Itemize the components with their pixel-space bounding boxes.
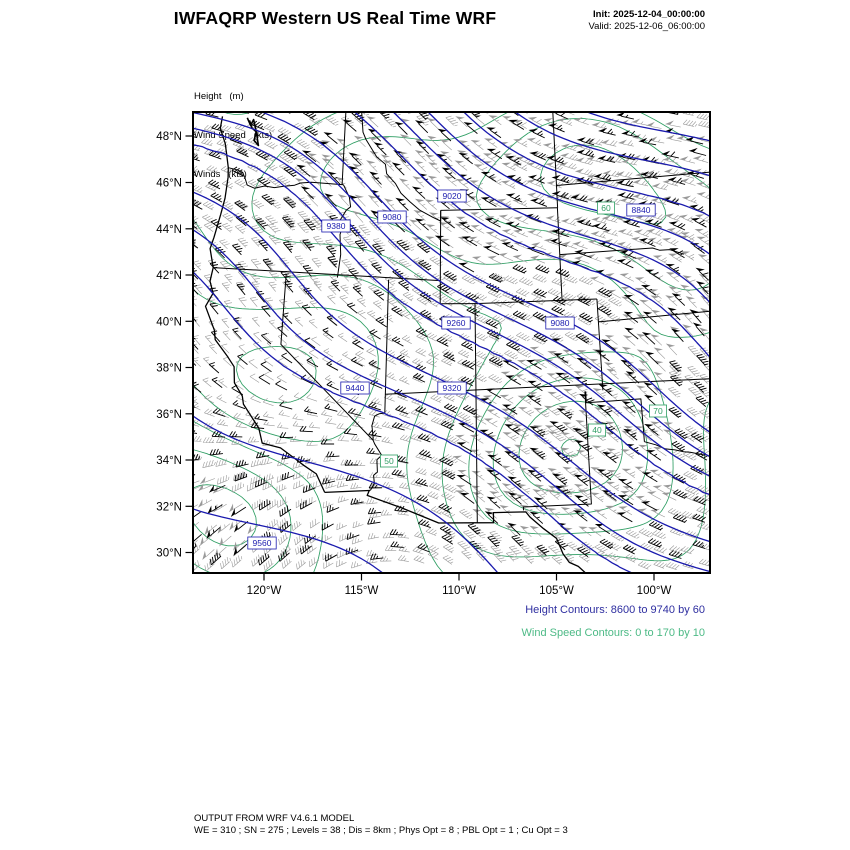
- svg-text:36°N: 36°N: [156, 408, 182, 421]
- svg-text:42°N: 42°N: [156, 270, 182, 282]
- svg-text:110°W: 110°W: [442, 585, 476, 597]
- svg-text:105°W: 105°W: [539, 585, 574, 597]
- height-contours-caption: Height Contours: 8600 to 9740 by 60: [525, 604, 705, 616]
- svg-text:9080: 9080: [382, 212, 402, 223]
- svg-text:34°N: 34°N: [156, 455, 182, 467]
- legend-height-line: Height (m): [194, 91, 244, 102]
- svg-text:100°W: 100°W: [636, 585, 672, 597]
- map-content: [178, 97, 739, 574]
- svg-text:40: 40: [592, 425, 602, 436]
- svg-text:30°N: 30°N: [156, 547, 182, 560]
- footer-model-line: OUTPUT FROM WRF V4.6.1 MODEL: [194, 813, 355, 824]
- legend-windspeed-line: Wind Speed (kts): [194, 130, 273, 141]
- svg-text:32°N: 32°N: [156, 501, 182, 514]
- svg-text:9440: 9440: [345, 383, 365, 394]
- svg-text:38°N: 38°N: [156, 362, 182, 375]
- svg-text:9560: 9560: [252, 538, 272, 549]
- svg-text:46°N: 46°N: [156, 177, 182, 190]
- svg-text:9020: 9020: [442, 191, 462, 202]
- svg-text:70: 70: [653, 406, 663, 417]
- wind-contours-caption: Wind Speed Contours: 0 to 170 by 10: [521, 627, 705, 639]
- svg-text:8840: 8840: [631, 205, 651, 216]
- svg-text:9260: 9260: [446, 318, 466, 329]
- init-label: Init:: [593, 9, 614, 20]
- svg-text:9320: 9320: [442, 383, 462, 394]
- svg-text:60: 60: [601, 203, 611, 214]
- svg-text:50: 50: [384, 456, 394, 467]
- wind-barbs-black-layer: [178, 97, 709, 565]
- valid-value: 2025-12-06_06:00:00: [614, 20, 705, 32]
- footer-config-line: WE = 310 ; SN = 275 ; Levels = 38 ; Dis = 8km ; Phys Opt = 8 ; PBL Opt = 1 ; Cu Opt = 3: [194, 825, 568, 836]
- svg-text:9380: 9380: [326, 221, 346, 232]
- svg-text:120°W: 120°W: [246, 585, 282, 597]
- svg-text:40°N: 40°N: [156, 316, 182, 329]
- svg-text:9080: 9080: [550, 318, 570, 329]
- legend-winds-line: Winds (kts): [194, 169, 247, 180]
- svg-text:115°W: 115°W: [344, 585, 379, 597]
- svg-text:48°N: 48°N: [156, 131, 182, 143]
- plot-title: IWFAQRP Western US Real Time WRF: [173, 8, 497, 28]
- valid-label: Valid:: [588, 20, 615, 32]
- svg-text:44°N: 44°N: [156, 223, 182, 236]
- init-value: 2025-12-04_00:00:00: [613, 9, 705, 20]
- footer: [194, 813, 568, 837]
